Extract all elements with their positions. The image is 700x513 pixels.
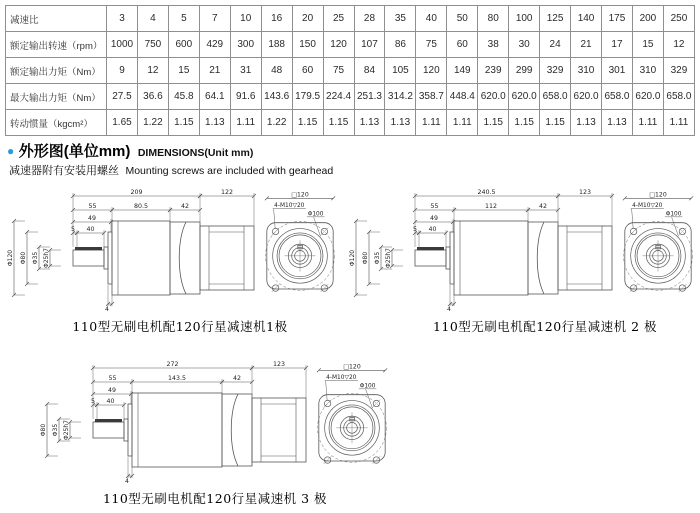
section-heading [7,140,253,161]
svg-text:4-M10▽20: 4-M10▽20 [326,375,357,382]
spec-row [6,6,695,32]
spec-cell: 48 [261,58,292,84]
spec-cell: 1.22 [137,110,168,136]
spec-row-label: 额定输出转速（rpm） [6,32,107,58]
drawing-caption-3stage: 110型无刷电机配120行星减速机 3 极 [102,491,328,506]
spec-cell: 7 [199,6,230,32]
svg-text:40: 40 [86,226,95,234]
spec-cell: 10 [230,6,261,32]
face-view [260,184,340,316]
spec-cell: 105 [385,58,416,84]
svg-text:Φ25h7: Φ25h7 [62,420,70,440]
svg-text:Φ120: Φ120 [348,249,356,267]
spec-cell: 658.0 [540,84,571,110]
spec-cell: 310 [632,58,663,84]
spec-cell: 429 [199,32,230,58]
spec-row-label: 额定输出力矩（Nm） [6,58,107,84]
spec-cell: 9 [107,58,138,84]
side-view [346,184,618,316]
spec-cell: 658.0 [602,84,633,110]
svg-text:209: 209 [130,189,143,197]
section-title-en: DIMENSIONS(Unit mm) [137,147,254,159]
spec-row-label: 减速比 [6,6,107,32]
spec-cell: 620.0 [571,84,602,110]
drawing-caption-2stage: 110型无刷电机配120行星减速机 2 极 [432,319,658,334]
spec-cell: 329 [663,58,694,84]
spec-cell: 1.11 [230,110,261,136]
svg-text:42: 42 [232,375,242,383]
side-view [4,184,260,316]
svg-text:55: 55 [88,203,97,211]
spec-row [6,58,695,84]
svg-text:Φ35: Φ35 [51,423,59,437]
spec-cell: 301 [602,58,633,84]
dimension-drawing-2stage [346,184,698,316]
svg-text:4: 4 [104,306,110,313]
spec-cell: 84 [354,58,385,84]
spec-cell: 31 [230,58,261,84]
spec-cell: 200 [632,6,663,32]
spec-cell: 1000 [107,32,138,58]
spec-row-label: 最大输出力矩（Nm） [6,84,107,110]
svg-text:55: 55 [108,375,117,383]
svg-text:42: 42 [538,203,548,211]
svg-text:Φ80: Φ80 [361,251,369,265]
side-view [24,356,312,488]
svg-text:5: 5 [412,226,418,234]
spec-cell: 120 [416,58,447,84]
section-note-en: Mounting screws are included with gearhead [125,165,334,177]
svg-text:Φ25h7: Φ25h7 [384,248,392,268]
svg-text:Φ120: Φ120 [6,249,14,267]
spec-cell: 329 [540,58,571,84]
spec-cell: 12 [137,58,168,84]
spec-cell: 1.15 [323,110,354,136]
spec-cell: 15 [632,32,663,58]
spec-cell: 21 [571,32,602,58]
spec-cell: 175 [602,6,633,32]
spec-row [6,110,695,136]
spec-cell: 310 [571,58,602,84]
drawing-caption-1stage: 110型无刷电机配120行星减速机1极 [72,319,288,334]
spec-cell: 27.5 [107,84,138,110]
svg-text:40: 40 [428,226,437,234]
spec-cell: 24 [540,32,571,58]
spec-cell: 1.11 [632,110,663,136]
spec-cell: 1.15 [292,110,323,136]
svg-text:272: 272 [166,361,179,369]
spec-cell: 125 [540,6,571,32]
spec-cell: 1.11 [447,110,478,136]
svg-text:42: 42 [180,203,190,211]
spec-cell: 1.13 [354,110,385,136]
spec-cell: 107 [354,32,385,58]
svg-text:Φ35: Φ35 [373,251,381,265]
spec-cell: 658.0 [663,84,694,110]
spec-cell: 300 [230,32,261,58]
svg-text:40: 40 [106,398,115,406]
spec-cell: 1.15 [478,110,509,136]
spec-cell: 86 [385,32,416,58]
bullet-icon: ● [7,144,15,158]
svg-text:123: 123 [578,189,592,197]
svg-text:5: 5 [90,398,96,406]
svg-text:Φ25h7: Φ25h7 [42,248,50,268]
spec-cell: 28 [354,6,385,32]
spec-cell: 179.5 [292,84,323,110]
svg-text:49: 49 [107,387,117,395]
spec-cell: 1.13 [571,110,602,136]
spec-cell: 358.7 [416,84,447,110]
spec-cell: 143.6 [261,84,292,110]
spec-cell: 600 [168,32,199,58]
spec-cell: 17 [602,32,633,58]
svg-text:Φ100: Φ100 [665,211,682,218]
svg-text:122: 122 [220,189,234,197]
spec-cell: 80 [478,6,509,32]
svg-text:49: 49 [87,215,97,223]
spec-cell: 1.11 [416,110,447,136]
spec-cell: 314.2 [385,84,416,110]
spec-cell: 250 [663,6,694,32]
svg-text:Φ100: Φ100 [307,211,324,218]
spec-cell: 1.13 [385,110,416,136]
spec-cell: 620.0 [509,84,540,110]
svg-text:□120: □120 [343,363,361,371]
face-view [618,184,698,316]
spec-cell: 35 [385,6,416,32]
svg-text:Φ35: Φ35 [31,251,39,265]
spec-cell: 50 [447,6,478,32]
svg-text:55: 55 [430,203,439,211]
spec-cell: 45.8 [168,84,199,110]
spec-cell: 1.15 [509,110,540,136]
svg-text:□120: □120 [649,191,667,199]
spec-cell: 60 [447,32,478,58]
spec-cell: 75 [323,58,354,84]
spec-cell: 60 [292,58,323,84]
spec-cell: 1.13 [199,110,230,136]
spec-cell: 149 [447,58,478,84]
spec-cell: 75 [416,32,447,58]
spec-cell: 150 [292,32,323,58]
spec-cell: 16 [261,6,292,32]
spec-cell: 224.4 [323,84,354,110]
svg-text:240.5: 240.5 [477,189,496,197]
spec-cell: 38 [478,32,509,58]
svg-text:Φ80: Φ80 [39,423,47,437]
spec-table [5,5,695,136]
svg-text:80.5: 80.5 [133,203,149,211]
spec-cell: 100 [509,6,540,32]
spec-cell: 4 [137,6,168,32]
spec-cell: 20 [292,6,323,32]
spec-cell: 91.6 [230,84,261,110]
spec-cell: 1.15 [540,110,571,136]
spec-cell: 3 [107,6,138,32]
svg-text:4-M10▽20: 4-M10▽20 [274,203,305,210]
spec-cell: 1.65 [107,110,138,136]
spec-cell: 188 [261,32,292,58]
svg-text:5: 5 [70,226,76,234]
spec-cell: 140 [571,6,602,32]
svg-text:112: 112 [484,203,498,211]
svg-text:49: 49 [429,215,439,223]
spec-cell: 448.4 [447,84,478,110]
face-view [312,356,392,488]
spec-cell: 251.3 [354,84,385,110]
spec-cell: 239 [478,58,509,84]
section-note-cn: 减速器附有安装用螺丝 [9,165,119,177]
spec-cell: 36.6 [137,84,168,110]
spec-cell: 21 [199,58,230,84]
svg-text:Φ100: Φ100 [359,383,376,390]
spec-cell: 1.22 [261,110,292,136]
spec-cell: 620.0 [632,84,663,110]
spec-cell: 1.15 [168,110,199,136]
dimension-drawing-1stage [4,184,340,316]
spec-cell: 15 [168,58,199,84]
section-title-cn: 外形图(单位mm) [18,143,131,160]
spec-row-label: 转动惯量（kgcm²） [6,110,107,136]
spec-cell: 12 [663,32,694,58]
spec-cell: 120 [323,32,354,58]
spec-cell: 64.1 [199,84,230,110]
spec-row [6,84,695,110]
section-note [9,161,333,179]
spec-cell: 1.13 [602,110,633,136]
spec-cell: 620.0 [478,84,509,110]
dimension-drawing-3stage [24,356,392,488]
svg-text:123: 123 [272,361,286,369]
svg-text:143.5: 143.5 [167,375,187,383]
spec-cell: 750 [137,32,168,58]
svg-text:4: 4 [446,306,452,313]
svg-text:□120: □120 [291,191,309,199]
spec-cell: 25 [323,6,354,32]
spec-row [6,32,695,58]
svg-text:4-M10▽20: 4-M10▽20 [632,203,663,210]
spec-cell: 30 [509,32,540,58]
svg-text:Φ80: Φ80 [19,251,27,265]
svg-text:4: 4 [124,478,130,485]
spec-cell: 299 [509,58,540,84]
spec-cell: 1.11 [663,110,694,136]
spec-cell: 5 [168,6,199,32]
spec-cell: 40 [416,6,447,32]
